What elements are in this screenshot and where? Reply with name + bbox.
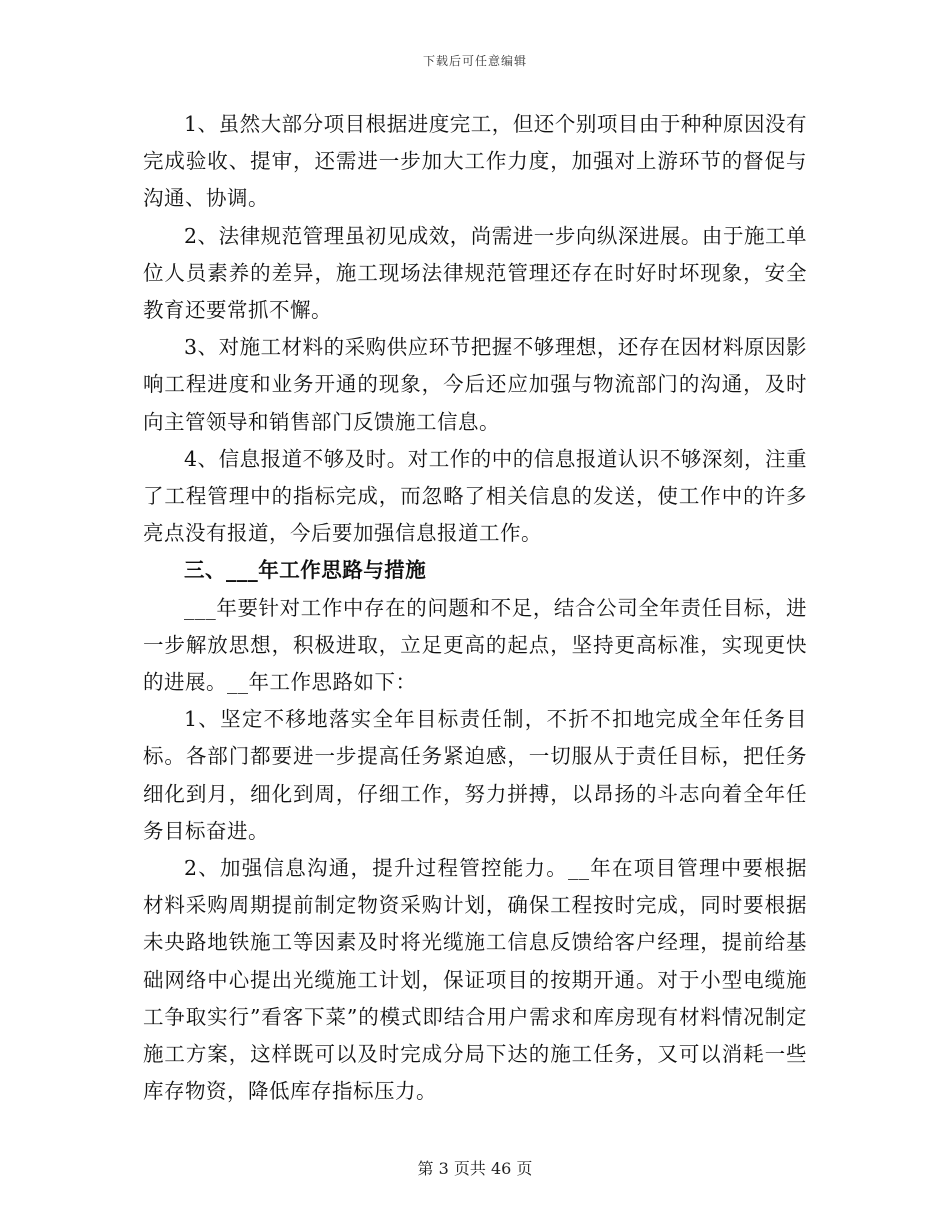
- paragraph-issue-2: 2、法律规范管理虽初见成效，尚需进一步向纵深进展。由于施工单位人员素养的差异，施工现场法律规范管理还存在时好时坏现象，安全教育还要常抓不懈。: [143, 223, 807, 323]
- paragraph-measure-2: 2、加强信息沟通，提升过程管控能力。__年在项目管理中要根据材料采购周期提前制定物资采购计划，确保工程按时完成，同时要根据未央路地铁施工等因素及时将光缆施工信息反馈给客户经理，提前给基础网络中心提出光缆施工计划，保证项目的按期开通。对于小型电缆施工争取实行”看客下菜”的模式即结合用户需求和库房现有材料情况制定施工方案，这样既可以及时完成分局下达的施工任务，又可以消耗一些库存物资，降低库存指标压力。: [143, 856, 807, 1104]
- paragraph-issue-3: 3、对施工材料的采购供应环节把握不够理想，还存在因材料原因影响工程进度和业务开通的现象，今后还应加强与物流部门的沟通，及时向主管领导和销售部门反馈施工信息。: [143, 335, 807, 434]
- paragraph-issue-1: 1、虽然大部分项目根据进度完工，但还个别项目由于种种原因没有完成验收、提审，还需进一步加大工作力度，加强对上游环节的督促与沟通、协调。: [143, 112, 807, 211]
- page-footer: 第 3 页共 46 页: [417, 1159, 533, 1178]
- document-body: [143, 106, 807, 1110]
- page-header: 下载后可任意编辑: [422, 54, 527, 68]
- paragraph-intro: ___年要针对工作中存在的问题和不足，结合公司全年责任目标，进一步解放思想，积极进取，立足更高的起点，坚持更高标准，实现更快的进展。__年工作思路如下：: [143, 595, 807, 695]
- paragraph-issue-4: 4、信息报道不够及时。对工作的中的信息报道认识不够深刻，注重了工程管理中的指标完成，而忽略了相关信息的发送，使工作中的许多亮点没有报道，今后要加强信息报道工作。: [143, 446, 807, 546]
- paragraph-measure-1: 1、坚定不移地落实全年目标责任制，不折不扣地完成全年任务目标。各部门都要进一步提高任务紧迫感，一切服从于责任目标，把任务细化到月，细化到周，仔细工作，努力拼搏，以昂扬的斗志向着全年任务目标奋进。: [143, 707, 807, 843]
- section-heading: 三、___年工作思路与措施: [184, 558, 427, 583]
